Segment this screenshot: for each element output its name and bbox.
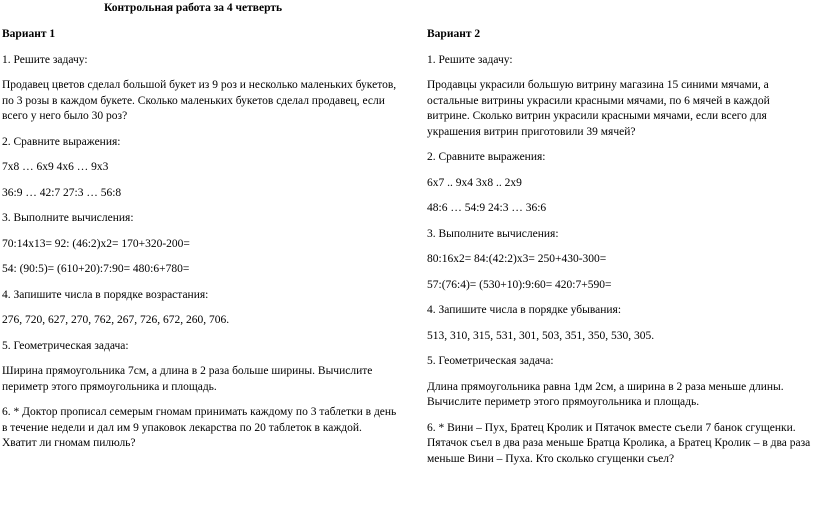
task-2-label: 2. Сравните выражения: — [2, 135, 121, 148]
task-4-label: 4. Запишите числа в порядке возрастания: — [2, 288, 209, 301]
task-3-label: 3. Выполните вычисления: — [427, 227, 559, 240]
task-2-line-1: 6х7 .. 9х4 3х8 .. 2х9 — [427, 176, 522, 189]
task-2-line-2: 36:9 … 42:7 27:3 … 56:8 — [2, 186, 122, 199]
task-3-line-1: 70:14х13= 92: (46:2)х2= 170+320-200= — [2, 237, 190, 250]
task-1-label: 1. Решите задачу: — [2, 53, 88, 66]
task-4-numbers: 276, 720, 627, 270, 762, 267, 726, 672, 260, 706. — [2, 314, 230, 326]
task-3-label: 3. Выполните вычисления: — [2, 212, 134, 224]
task-5-text: Ширина прямоугольника 7см, а длина в 2 раза больше ширины. Вычислите периметр этого прямоугольника и площадь. — [2, 365, 373, 393]
task-5-text: Длина прямоугольника равна 1дм 2см, а ширина в 2 раза меньше длины. Вычислите периметр этого прямоугольника и площадь. — [427, 380, 784, 408]
task-2-line-1: 7х8 … 6х9 4х6 … 9х3 — [2, 161, 109, 173]
variant-1-heading: Вариант 1 — [2, 28, 56, 40]
task-3-line-1: 80:16х2= 84:(42:2)х3= 250+430-300= — [427, 253, 607, 265]
task-1-label: 1. Решите задачу: — [427, 53, 513, 66]
task-3-line-2: 54: (90:5)= (610+20):7:90= 480:6+780= — [2, 263, 190, 275]
task-4-label: 4. Запишите числа в порядке убывания: — [427, 304, 622, 316]
variant-2-heading: Вариант 2 — [427, 28, 481, 40]
task-2-line-2: 48:6 … 54:9 24:3 … 36:6 — [427, 202, 547, 214]
page-title: Контрольная работа за 4 четверть — [104, 2, 283, 14]
task-5-label: 5. Геометрическая задача: — [427, 355, 554, 367]
variant-1-column — [2, 27, 397, 462]
task-2-label: 2. Сравните выражения: — [427, 151, 546, 163]
task-6-text: 6. * Вини – Пух, Братец Кролик и Пятачок вместе съели 7 банок сгущенки. Пятачок съел в два раза меньше Братца Кролика, а Братец Кролик – в два раза меньше Вини – Пуха. Кто сколько сгущенки съел? — [427, 421, 811, 465]
task-5-label: 5. Геометрическая задача: — [2, 339, 129, 352]
task-1-text: Продавец цветов сделал большой букет из 9 роз и несколько маленьких букетов, по 3 розы в каждом букете. Сколько маленьких букетов сделал продавец, если всего у него было 30 роз? — [2, 79, 397, 122]
variant-2-column — [427, 27, 815, 477]
task-6-text: 6. * Доктор прописал семерым гномам принимать каждому по 3 таблетки в день в течение недели и дал им 9 упаковок лекарства по 20 таблеток в каждой. Хватит ли гномам пилюль? — [2, 406, 397, 449]
task-1-text: Продавцы украсили большую витрину магазина 15 синими мячами, а остальные витрины украсили красными мячами, по 6 мячей в каждой витрине. Сколько витрин украсили красными мячами, если всего для украшения витрин приготовили 39 мячей? — [427, 79, 770, 138]
task-3-line-2: 57:(76:4)= (530+10):9:60= 420:7+590= — [427, 278, 612, 291]
task-4-numbers: 513, 310, 315, 531, 301, 503, 351, 350, 530, 305. — [427, 329, 655, 342]
